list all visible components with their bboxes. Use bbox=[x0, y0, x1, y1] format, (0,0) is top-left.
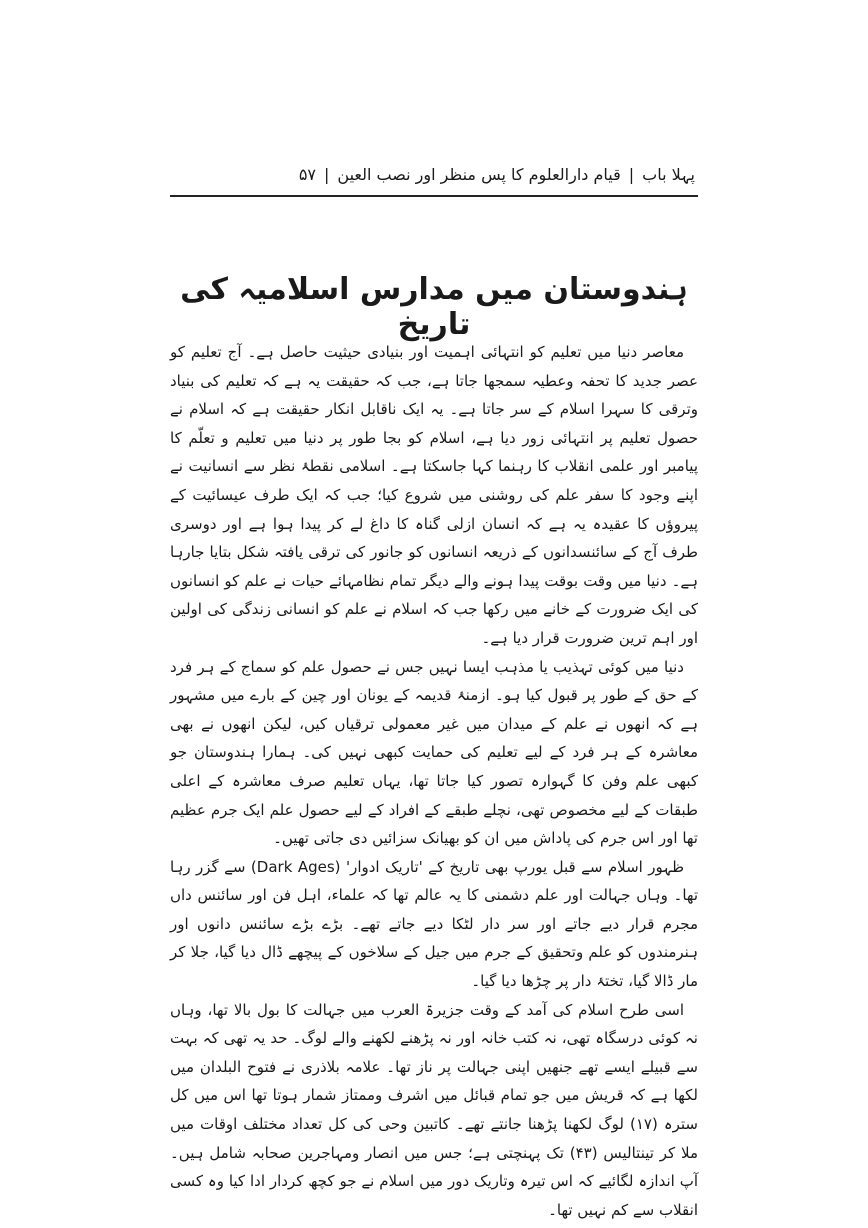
header-separator: | bbox=[324, 164, 330, 184]
page-number: ۵۷ bbox=[298, 164, 317, 184]
paragraph: دنیا میں کوئی تہذیب یا مذہب ایسا نہیں جس نے حصول علم کو سماج کے ہر فرد کے حق کے طور پر قبول کیا ہو۔ ازمنۂ قدیمہ کے یونان اور چین کے بارے میں مشہور ہے کہ انھوں نے علم کے میدان میں غیر معمولی ترقیاں کیں، لیکن انھوں نے بھی معاشرہ کے ہر فرد کے لیے تعلیم کی حمایت کبھی نہیں کی۔ ہمارا ہندوستان جو کبھی علم وفن کا گہوارہ تصور کیا جاتا تھا، یہاں تعلیم صرف معاشرہ کے اعلی طبقات کے لیے مخصوص تھی، نچلے طبقے کے افراد کے لیے حصول علم ایک جرم عظیم تھا اور اس جرم کی پاداش میں ان کو بھیانک سزائیں دی جاتی تھیں۔ bbox=[170, 657, 698, 848]
paragraph: ظہور اسلام سے قبل یورپ بھی تاریخ کے 'تاریک ادوار' (Dark Ages) سے گزر رہا تھا۔ وہاں جہالت اور علم دشمنی کا یہ عالم تھا کہ علماء، اہل فن اور سائنس داں مجرم قرار دیے جاتے اور سر دار لٹکا دیے جاتے تھے۔ بڑے بڑے سائنس دانوں اور ہنرمندوں کو علم وتحقیق کے جرم میں جیل کے سلاخوں کے پیچھے ڈال دیا گیا، جلا کر مار ڈالا گیا، تختۂ دار پر چڑھا دیا گیا۔ bbox=[170, 857, 698, 991]
header-rule bbox=[170, 195, 698, 197]
section-label: قیام دارالعلوم کا پس منظر اور نصب العین bbox=[337, 164, 621, 184]
page-title: ہندوستان میں مدارس اسلامیہ کی تاریخ bbox=[180, 272, 688, 342]
running-header bbox=[170, 156, 695, 192]
header-separator: | bbox=[628, 164, 635, 184]
paragraph: معاصر دنیا میں تعلیم کو انتہائی اہمیت اور بنیادی حیثیت حاصل ہے۔ آج تعلیم کو عصر جدید کا تحفہ وعطیہ سمجھا جاتا ہے، جب کہ حقیقت یہ ہے کہ تعلیم کی بنیاد وترقی کا سہرا اسلام کے سر جاتا ہے۔ یہ ایک ناقابل انکار حقیقت ہے کہ اسلام نے حصول تعلیم پر انتہائی زور دیا ہے، اسلام کو بجا طور پر دنیا میں تعلیم و تعلّم کا پیامبر اور علمی انقلاب کا رہنما کہا جاسکتا ہے۔ اسلامی نقطۂ نظر سے انسانیت نے اپنے وجود کا سفر علم کی روشنی میں شروع کیا؛ جب کہ ایک طرف عیسائیت کے پیروؤں کا عقیدہ یہ ہے کہ انسان ازلی گناہ کا داغ لے کر پیدا ہوا ہے اور دوسری طرف آج کے سائنسدانوں کے ذریعہ انسانوں کو جانور کی ترقی یافتہ شکل بتایا جارہا ہے۔ دنیا میں وقت بوقت پیدا ہونے والے دیگر تمام نظامہائے حیات نے علم کو انسانوں کی ایک ضرورت کے خانے میں رکھا جب کہ اسلام نے علم کو انسانی زندگی کی اولین اور اہم ترین ضرورت قرار دیا ہے۔ bbox=[170, 343, 698, 647]
chapter-label: پہلا باب bbox=[642, 164, 695, 184]
paragraph: اسی طرح اسلام کی آمد کے وقت جزیرۃ العرب میں جہالت کا بول بالا تھا، وہاں نہ کوئی درسگاہ تھی، نہ کتب خانہ اور نہ پڑھنے لکھنے والے لوگ۔ حد یہ تھی کہ بہت سے قبیلے ایسے تھے جنھیں اپنی جہالت پر ناز تھا۔ علامہ بلاذری نے فتوح البلدان میں لکھا ہے کہ قریش میں جو تمام قبائل میں اشرف وممتاز شمار ہوتا تھا اس میں کل سترہ (۱۷) لوگ لکھنا پڑھنا جانتے تھے۔ کاتبین وحی کی کل تعداد مختلف اوقات میں ملا کر تینتالیس (۴۳) تک پہنچتی ہے؛ جس میں انصار ومہاجرین صحابہ شامل ہیں۔ آپ اندازہ لگائیے کہ اس تیرہ وتاریک دور میں اسلام نے جو کچھ کردار ادا کیا وہ کسی انقلاب سے کم نہیں تھا۔ bbox=[170, 1000, 699, 1219]
body-text bbox=[170, 338, 698, 1224]
